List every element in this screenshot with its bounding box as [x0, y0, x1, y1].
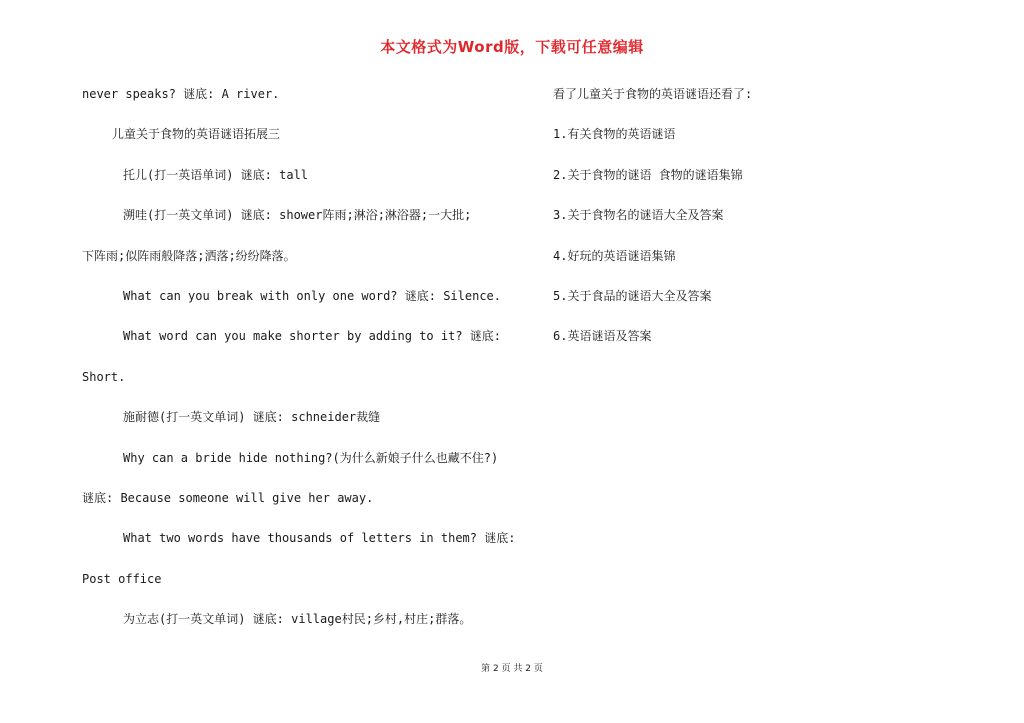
related-link[interactable]: 5.关于食品的谜语大全及答案: [553, 288, 712, 303]
left-column: [82, 84, 522, 649]
riddle-line: Why can a bride hide nothing?(为什么新娘子什么也藏不住?): [123, 450, 499, 465]
text-line: 谜底: Because someone will give her away.: [82, 490, 374, 505]
page-number: 第 2 页 共 2 页: [481, 664, 543, 674]
right-column: [553, 84, 953, 367]
related-link[interactable]: 3.关于食物名的谜语大全及答案: [553, 208, 724, 223]
section-heading: 儿童关于食物的英语谜语拓展三: [112, 127, 281, 142]
related-heading: 看了儿童关于食物的英语谜语还看了:: [553, 87, 753, 101]
text-line: 下阵雨;似阵雨般降落;洒落;纷纷降落。: [82, 248, 296, 263]
text-line: Short.: [82, 369, 126, 384]
related-link[interactable]: 1.有关食物的英语谜语: [553, 127, 676, 142]
riddle-line: 施耐德(打一英文单词) 谜底: schneider裁缝: [123, 410, 381, 425]
document-banner: 本文格式为Word版，下载可任意编辑: [380, 38, 644, 56]
related-link[interactable]: 2.关于食物的谜语 食物的谜语集锦: [553, 167, 743, 182]
related-link[interactable]: 6.英语谜语及答案: [553, 329, 652, 344]
riddle-line: What word can you make shorter by adding to it? 谜底:: [123, 329, 502, 344]
riddle-line: 为立志(打一英文单词) 谜底: village村民;乡村,村庄;群落。: [123, 612, 472, 627]
text-line: Post office: [82, 571, 162, 586]
related-link[interactable]: 4.好玩的英语谜语集锦: [553, 248, 676, 263]
riddle-line: What two words have thousands of letters in them? 谜底:: [123, 531, 516, 546]
riddle-line: 托儿(打一英语单词) 谜底: tall: [123, 167, 309, 182]
riddle-line: What can you break with only one word? 谜底: Silence.: [123, 288, 502, 303]
text-line: never speaks? 谜底: A river.: [82, 87, 280, 101]
riddle-line: 溯哇(打一英文单词) 谜底: shower阵雨;淋浴;淋浴器;一大批;: [123, 208, 472, 223]
